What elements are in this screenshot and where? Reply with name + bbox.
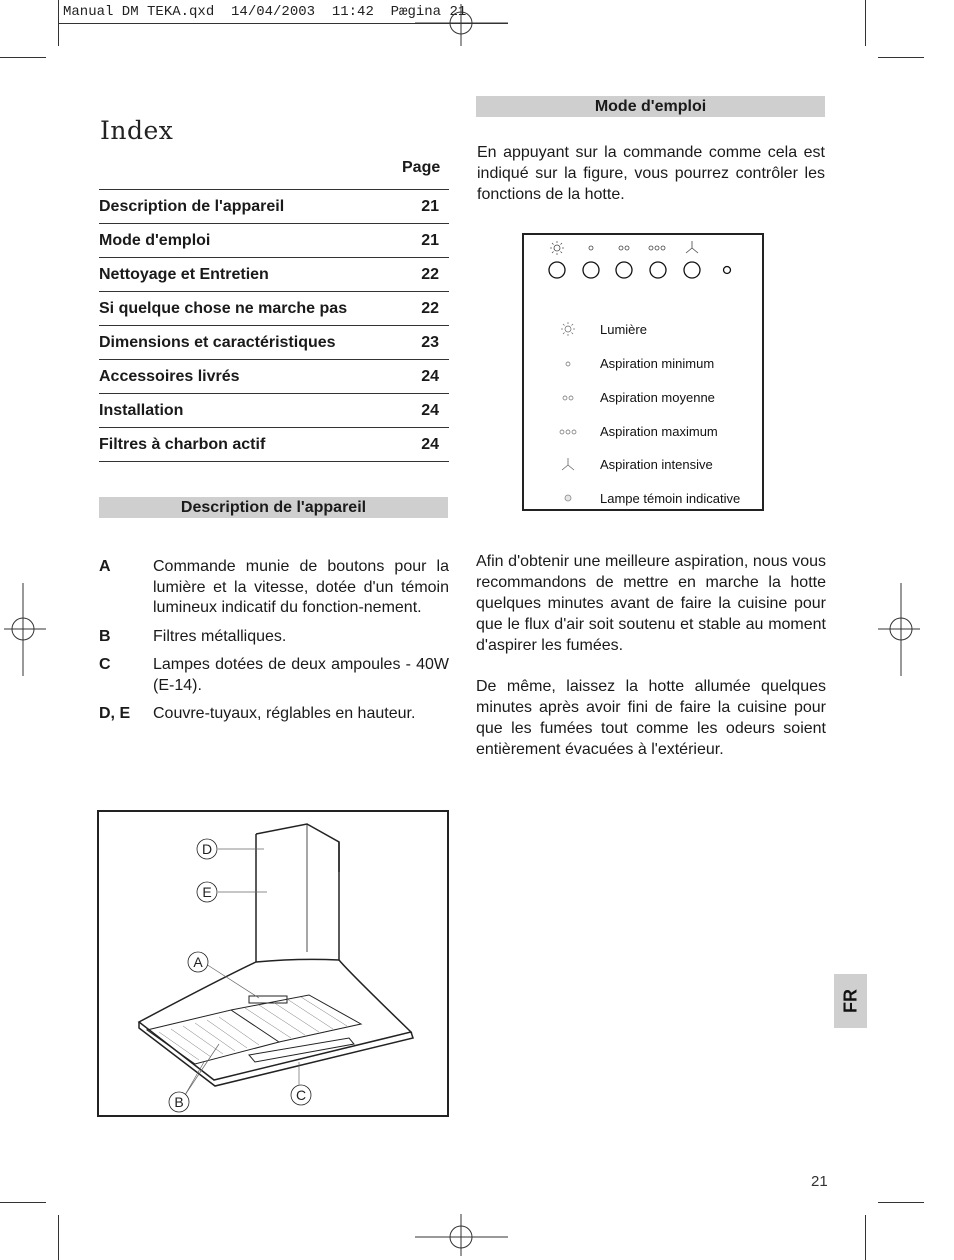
toc-page: 22 (421, 299, 439, 317)
item-text: Filtres métalliques. (153, 627, 287, 645)
legend-label: Aspiration moyenne (600, 390, 715, 405)
label-a: A (193, 954, 203, 970)
parts-list (99, 557, 449, 733)
language-tab-label: FR (840, 989, 860, 1013)
list-item (99, 557, 449, 619)
legend-label: Lampe témoin indicative (600, 491, 741, 506)
legend-label: Lumière (600, 322, 647, 337)
mode-intro: En appuyant sur la commande comme cela est indiqué sur la figure, vous pourrez contrôler les fonctions de la hotte. (477, 144, 825, 203)
item-label: A (99, 558, 111, 575)
three-dots-icon (556, 421, 580, 441)
list-item (99, 627, 449, 648)
toc-row[interactable] (99, 427, 449, 461)
toc-page: 24 (421, 435, 439, 453)
toc-row[interactable] (99, 223, 449, 257)
toc-label: Filtres à charbon actif (99, 435, 266, 453)
label-c: C (295, 1087, 307, 1103)
legend-row (524, 488, 764, 508)
toc-page: 22 (421, 265, 439, 283)
description-heading: Description de l'appareil (99, 497, 448, 518)
toc-label: Mode d'emploi (99, 231, 211, 249)
toc-row[interactable] (99, 325, 449, 359)
toc-row[interactable] (99, 359, 449, 393)
item-label: C (99, 656, 111, 673)
toc-page: 21 (421, 197, 439, 215)
legend-label: Aspiration maximum (600, 424, 718, 439)
legend-row (524, 454, 764, 474)
toc-label: Si quelque chose ne marche pas (99, 299, 348, 317)
item-label: D, E (99, 705, 131, 722)
legend-label: Aspiration intensive (600, 457, 713, 472)
legend-row (524, 387, 764, 407)
toc-label: Nettoyage et Entretien (99, 265, 269, 283)
toc-page: 24 (421, 367, 439, 385)
fan-icon (556, 454, 580, 474)
mode-paragraph-2: De même, laissez la hotte allumée quelques minutes après avoir fini de faire la cuisine pour que les fumées tout comme les odeurs soient entièrement évacuées à l'extérieur. (476, 678, 826, 758)
hood-illustration (97, 810, 449, 1117)
legend-row (524, 319, 764, 339)
toc-label: Description de l'appareil (99, 197, 285, 215)
toc-row[interactable] (99, 257, 449, 291)
item-text: Lampes dotées de deux ampoules - 40W (E-14). (153, 656, 449, 694)
index-title: Index (100, 116, 174, 145)
mode-paragraph-1: Afin d'obtenir une meilleure aspiration, nous vous recommandons de mettre en marche la hotte quelques minutes avant de faire la cuisine pour que le flux d'air soit soutenu et stable au moment d'aspirer les fumées. (476, 553, 826, 654)
toc-page: 23 (421, 333, 439, 351)
panel-buttons (524, 235, 762, 295)
table-of-contents (99, 189, 449, 462)
two-dots-icon (556, 387, 580, 407)
page-number: 21 (811, 1173, 828, 1190)
legend-label: Aspiration minimum (600, 356, 715, 371)
control-panel-diagram (522, 233, 764, 511)
toc-label: Dimensions et caractéristiques (99, 333, 336, 351)
toc-page: 24 (421, 401, 439, 419)
file-header: Manual DM TEKA.qxd 14/04/2003 11:42 Pægina 21 (63, 4, 467, 20)
item-text: Couvre-tuyaux, réglables en hauteur. (153, 705, 416, 722)
toc-label: Installation (99, 401, 184, 419)
toc-label: Accessoires livrés (99, 367, 240, 385)
one-dot-icon (556, 353, 580, 373)
legend-row (524, 353, 764, 373)
sun-icon (556, 319, 580, 339)
language-tab (834, 974, 867, 1028)
list-item (99, 704, 449, 725)
page-column-header: Page (402, 159, 441, 176)
legend-row (524, 421, 764, 441)
item-label: B (99, 627, 111, 645)
label-b: B (174, 1094, 184, 1110)
item-text: Commande munie de boutons pour la lumière et la vitesse, dotée d'un témoin lumineux indicatif du fonction-nement. (153, 558, 449, 616)
toc-row[interactable] (99, 291, 449, 325)
toc-page: 21 (421, 231, 439, 249)
label-e: E (202, 884, 212, 900)
toc-row[interactable] (99, 393, 449, 427)
toc-row[interactable] (99, 189, 449, 223)
mode-heading: Mode d'emploi (476, 96, 825, 117)
label-d: D (201, 841, 213, 857)
indicator-lamp-icon (556, 488, 580, 508)
list-item (99, 655, 449, 696)
hood-drawing (99, 812, 447, 1115)
